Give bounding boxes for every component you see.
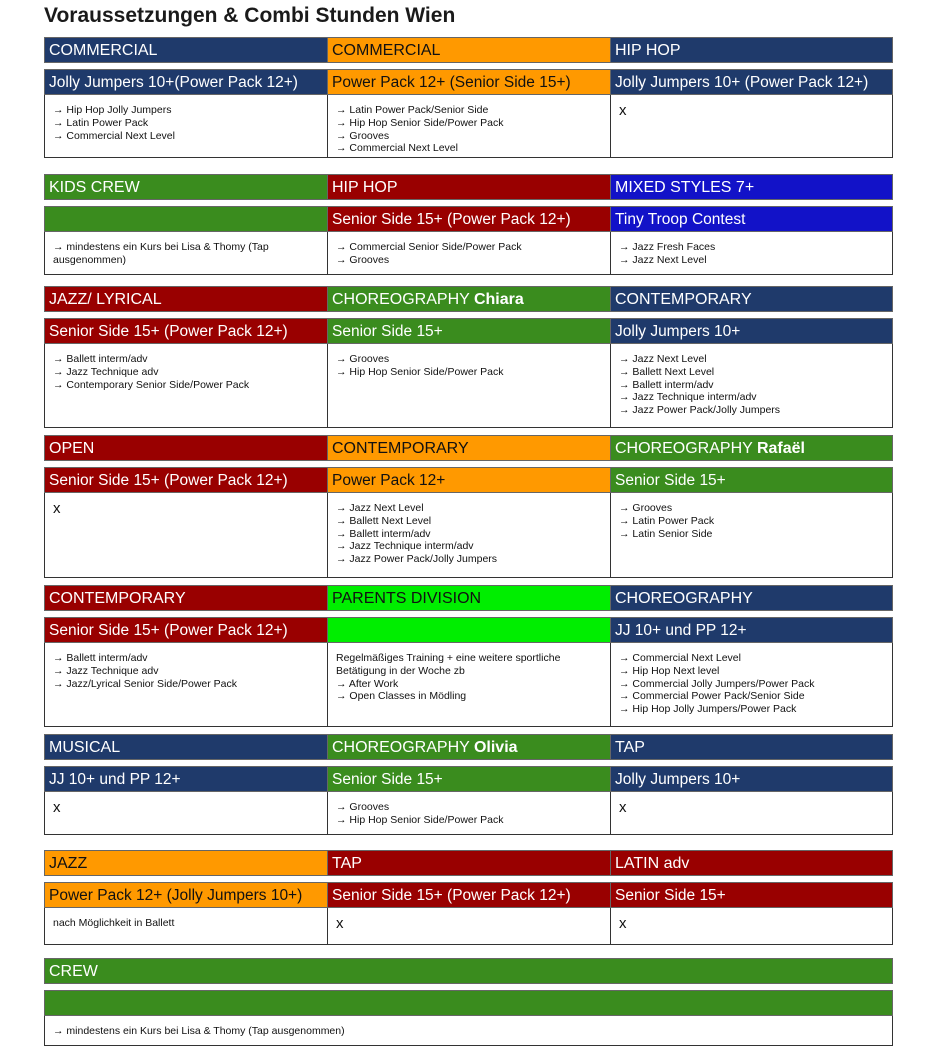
no-requirement-mark: x — [53, 500, 61, 517]
course-level: Senior Side 15+ — [327, 766, 610, 792]
requirement-text: → mindestens ein Kurs bei Lisa & Thomy (Tap ausgenommen) — [53, 241, 269, 266]
requirement-item: → Commercial Power Pack/Senior Side — [619, 690, 805, 703]
course-level: Power Pack 12+ (Jolly Jumpers 10+) — [44, 882, 327, 908]
requirement-item: → Ballett interm/adv — [336, 527, 431, 540]
choreographer-name: Chiara — [473, 291, 524, 308]
requirement-item: → Jazz Next Level — [336, 502, 424, 514]
course-header-label: COMMERCIAL — [332, 42, 441, 59]
requirement-item: → Latin Senior Side — [619, 527, 713, 540]
course-header-label: COMMERCIAL — [49, 42, 158, 59]
crew-requirements: → mindestens ein Kurs bei Lisa & Thomy (Tap ausgenommen) — [44, 1016, 893, 1046]
requirement-item: → Hip Hop Jolly Jumpers/Power Pack — [619, 703, 797, 716]
requirement-item: → Ballett Next Level — [619, 365, 715, 378]
course-level: Senior Side 15+ (Power Pack 12+) — [327, 882, 610, 908]
course-level: Senior Side 15+ — [327, 318, 610, 344]
requirement-item: → Hip Hop Next level — [619, 664, 720, 677]
requirement-item: → Jazz Technique interm/adv — [336, 540, 474, 553]
course-requirements — [327, 344, 610, 428]
course-requirements — [327, 792, 610, 835]
requirement-item: → Jazz Technique adv — [53, 365, 159, 378]
course-header-label: JAZZ/ LYRICAL — [49, 291, 162, 308]
requirement-item: → After Work — [336, 677, 399, 690]
requirement-item: → Hip Hop Senior Side/Power Pack — [336, 365, 504, 378]
course-header-label: HIP HOP — [615, 42, 681, 59]
course-header — [327, 585, 610, 611]
requirement-item: → Commercial Next Level — [619, 652, 741, 664]
no-requirement-mark: x — [336, 915, 344, 932]
requirement-item: → Jazz/Lyrical Senior Side/Power Pack — [53, 677, 238, 690]
course-requirements — [327, 643, 610, 727]
course-requirements — [327, 493, 610, 578]
course-header-label: PARENTS DIVISION — [332, 590, 482, 607]
course-header — [610, 286, 893, 312]
requirement-item: → Grooves — [336, 801, 390, 813]
course-level: Power Pack 12+ — [327, 467, 610, 493]
course-requirements — [44, 792, 327, 835]
course-header — [327, 435, 610, 461]
course-level: Senior Side 15+ (Power Pack 12+) — [327, 206, 610, 232]
course-requirements — [327, 95, 610, 158]
course-header-label: CHOREOGRAPHY — [332, 291, 474, 308]
course-header — [44, 37, 327, 63]
course-header — [44, 174, 327, 200]
course-header-label: CONTEMPORARY — [332, 440, 469, 457]
course-header — [610, 174, 893, 200]
choreographer-name: Olivia — [473, 739, 518, 756]
crew-header: CREW — [44, 958, 893, 984]
course-header-label: CONTEMPORARY — [615, 291, 752, 308]
course-requirements — [44, 232, 327, 275]
requirement-item: → Commercial Senior Side/Power Pack — [336, 241, 522, 253]
requirement-item: Regelmäßiges Training + eine weitere sportliche — [336, 652, 561, 664]
course-block — [44, 850, 893, 945]
course-requirements — [610, 643, 893, 727]
requirement-item: → Hip Hop Senior Side/Power Pack — [336, 116, 504, 129]
requirement-item: → Ballett interm/adv — [53, 353, 148, 365]
course-level: Jolly Jumpers 10+(Power Pack 12+) — [44, 69, 327, 95]
course-header — [327, 174, 610, 200]
course-header-label: CONTEMPORARY — [49, 590, 186, 607]
no-requirement-mark: x — [53, 799, 61, 816]
requirement-item: → Latin Power Pack/Senior Side — [336, 104, 489, 116]
crew-block — [44, 958, 893, 1046]
course-header — [44, 435, 327, 461]
course-requirements — [610, 232, 893, 275]
course-level: Power Pack 12+ (Senior Side 15+) — [327, 69, 610, 95]
course-level: Jolly Jumpers 10+ — [610, 766, 893, 792]
requirement-item: → Ballett Next Level — [336, 514, 432, 527]
course-header — [44, 286, 327, 312]
course-header — [610, 734, 893, 760]
course-level: Jolly Jumpers 10+ — [610, 318, 893, 344]
course-requirements — [44, 908, 327, 945]
no-requirement-mark: x — [619, 915, 627, 932]
course-requirements — [610, 908, 893, 945]
course-header-label: TAP — [615, 739, 645, 756]
course-header — [327, 734, 610, 760]
no-requirement-mark: x — [619, 102, 627, 119]
requirement-item: → Jazz Next Level — [619, 353, 707, 365]
requirement-item: → Commercial Jolly Jumpers/Power Pack — [619, 677, 815, 690]
course-requirements — [610, 493, 893, 578]
requirement-item: → Grooves — [336, 253, 390, 266]
course-requirements — [44, 95, 327, 158]
course-header-label: KIDS CREW — [49, 179, 140, 196]
course-header — [327, 286, 610, 312]
requirement-item: → Jazz Fresh Faces — [619, 241, 716, 253]
requirement-item: Betätigung in der Woche zb — [336, 664, 465, 677]
course-level: Senior Side 15+ (Power Pack 12+) — [44, 318, 327, 344]
course-level: Tiny Troop Contest — [610, 206, 893, 232]
course-block — [44, 286, 893, 428]
course-requirements — [610, 792, 893, 835]
course-requirements — [327, 908, 610, 945]
requirement-item: → Commercial Next Level — [336, 142, 458, 155]
course-requirements — [44, 344, 327, 428]
no-requirement-mark: x — [619, 799, 627, 816]
course-block — [44, 37, 893, 158]
requirement-item: → Jazz Power Pack/Jolly Jumpers — [619, 404, 781, 417]
course-header — [610, 37, 893, 63]
requirement-item: → Jazz Power Pack/Jolly Jumpers — [336, 553, 498, 566]
course-header-label: LATIN adv — [615, 855, 690, 872]
requirement-item: → Hip Hop Jolly Jumpers — [53, 104, 172, 116]
course-level — [327, 617, 610, 643]
course-header — [44, 585, 327, 611]
requirement-item: → Jazz Technique adv — [53, 664, 159, 677]
course-header-label: CHOREOGRAPHY — [615, 440, 757, 457]
requirement-item: → Hip Hop Senior Side/Power Pack — [336, 813, 504, 826]
course-level: Senior Side 15+ (Power Pack 12+) — [44, 467, 327, 493]
course-header-label: TAP — [332, 855, 362, 872]
course-block — [44, 435, 893, 578]
course-header — [44, 850, 327, 876]
course-requirements — [44, 643, 327, 727]
course-level: Senior Side 15+ — [610, 467, 893, 493]
requirement-item: → Jazz Technique interm/adv — [619, 391, 757, 404]
requirement-item: → Latin Power Pack — [619, 514, 715, 527]
requirement-item: → Grooves — [619, 502, 673, 514]
requirement-item: nach Möglichkeit in Ballett — [53, 917, 175, 929]
requirement-item: → Contemporary Senior Side/Power Pack — [53, 378, 250, 391]
requirement-item: → Ballett interm/adv — [619, 378, 714, 391]
course-level: JJ 10+ und PP 12+ — [610, 617, 893, 643]
course-block — [44, 174, 893, 275]
course-header-label: CHOREOGRAPHY — [615, 590, 753, 607]
course-level: Senior Side 15+ — [610, 882, 893, 908]
requirement-item: → Grooves — [336, 353, 390, 365]
course-header-label: CHOREOGRAPHY — [332, 739, 474, 756]
course-header — [44, 734, 327, 760]
course-header — [610, 435, 893, 461]
course-header-label: JAZZ — [49, 855, 88, 872]
choreographer-name: Rafaël — [756, 440, 805, 457]
page-title: Voraussetzungen & Combi Stunden Wien — [44, 4, 456, 27]
course-requirements — [44, 493, 327, 578]
course-block — [44, 734, 893, 835]
course-block — [44, 585, 893, 727]
requirement-item: → Latin Power Pack — [53, 116, 149, 129]
course-requirements — [327, 232, 610, 275]
course-header — [610, 585, 893, 611]
course-level: Jolly Jumpers 10+ (Power Pack 12+) — [610, 69, 893, 95]
course-requirements — [610, 95, 893, 158]
course-header — [610, 850, 893, 876]
crew-subheader — [44, 990, 893, 1016]
course-header-label: MIXED STYLES 7+ — [615, 179, 755, 196]
requirement-item: → Jazz Next Level — [619, 253, 707, 266]
course-header — [327, 850, 610, 876]
requirement-item: → Commercial Next Level — [53, 129, 175, 142]
requirement-item: → Grooves — [336, 129, 390, 142]
course-header-label: HIP HOP — [332, 179, 398, 196]
requirement-item: → Open Classes in Mödling — [336, 690, 467, 703]
course-level — [44, 206, 327, 232]
course-level: Senior Side 15+ (Power Pack 12+) — [44, 617, 327, 643]
course-header-label: MUSICAL — [49, 739, 121, 756]
course-header — [327, 37, 610, 63]
requirement-item: → Ballett interm/adv — [53, 652, 148, 664]
course-level: JJ 10+ und PP 12+ — [44, 766, 327, 792]
course-header-label: OPEN — [49, 440, 95, 457]
course-requirements — [610, 344, 893, 428]
